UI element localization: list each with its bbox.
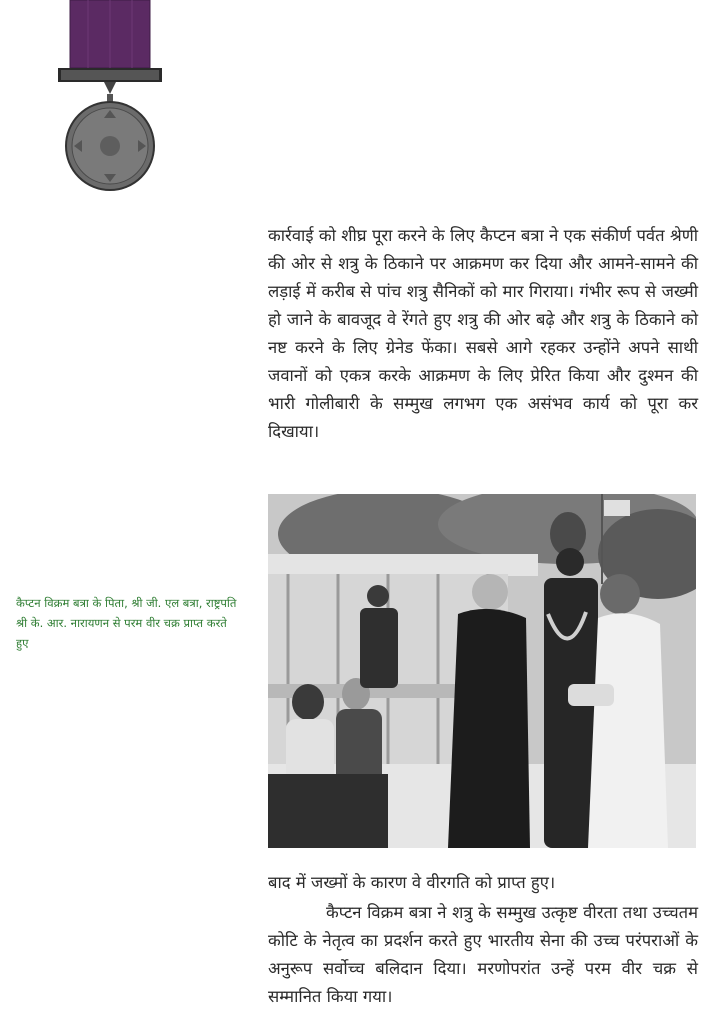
paragraph-battle-action: कार्रवाई को शीघ्र पूरा करने के लिए कैप्टन बत्रा ने एक संकीर्ण पर्वत श्रेणी की ओर से शत्रु के ठिकाने पर आक्रमण कर दिया और आमने-सामने की लड़ाई में करीब से पांच शत्रु सैनिकों को मार गिराया। गंभीर रूप से जख्मी हो जाने के बावजूद वे रेंगते हुए शत्रु की ओर बढ़े और शत्रु के ठिकाने को नष्ट करने के लिए ग्रेनेड फेंका। सबसे आगे रहकर उन्होंने अपने साथी जवानों को एकत्र करके आक्रमण के लिए प्रेरित किया और दुश्मन की भारी गोलीबारी के सम्मुख लगभग एक असंभव कार्य को पूरा कर दिखाया। bbox=[268, 226, 698, 441]
award-ceremony-photo bbox=[268, 494, 696, 848]
paragraph-sacrifice: कैप्टन विक्रम बत्रा ने शत्रु के सम्मुख उत्कृष्ट वीरता तथा उच्चतम कोटि के नेतृत्व का प्रदर्शन करते हुए भारतीय सेना की उच्च परंपराओं के अनुरूप सर्वोच्च बलिदान दिया। मरणोपरांत उन्हें परम वीर चक्र से सम्मानित किया गया। bbox=[268, 903, 699, 1006]
paragraph-martyrdom: बाद में जख्मों के कारण वे वीरगति को प्राप्त हुए। bbox=[268, 873, 556, 892]
photo-caption: कैप्टन विक्रम बत्रा के पिता, श्री जी. एल बत्रा, राष्ट्रपति श्री के. आर. नारायणन से परम वीर चक्र प्राप्त करते हुए bbox=[16, 596, 237, 650]
param-vir-chakra-medal-image bbox=[58, 0, 162, 198]
